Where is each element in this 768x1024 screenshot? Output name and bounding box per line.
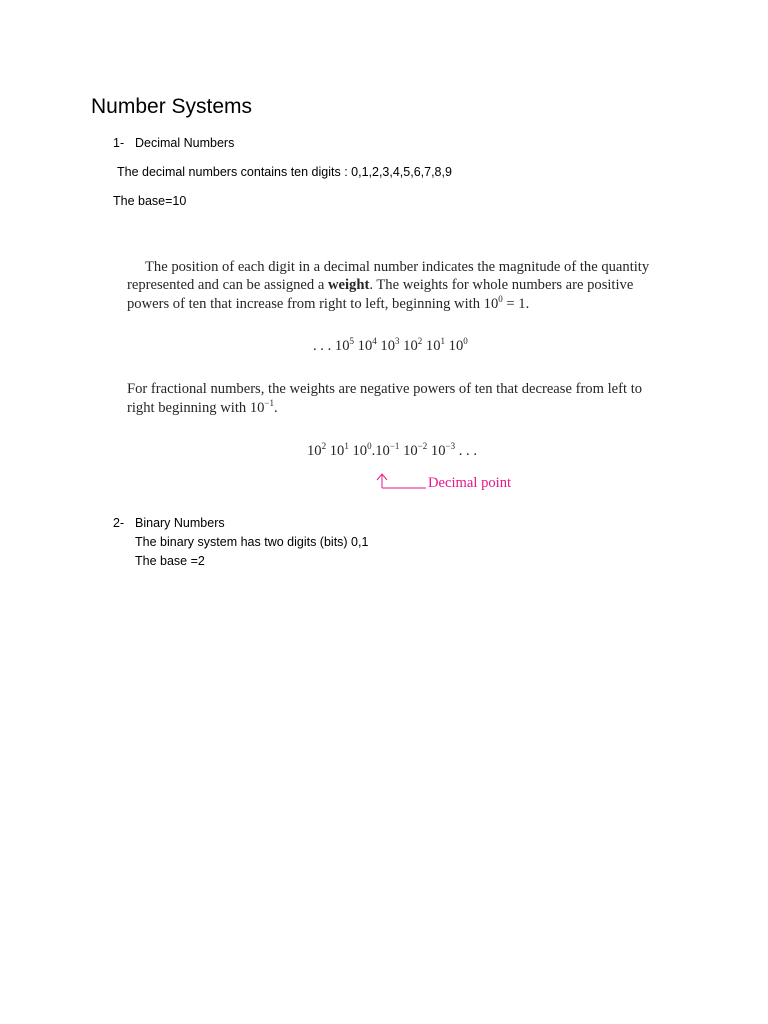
powers-sequence-positive bbox=[313, 337, 468, 355]
decimal-point-arrow-icon bbox=[370, 472, 430, 496]
seq1-term-base: 10 bbox=[403, 338, 418, 354]
seq2-suffix: . . . bbox=[455, 443, 477, 459]
decimal-heading-text: Decimal Numbers bbox=[135, 136, 235, 150]
excerpt-p1-line3 bbox=[127, 295, 529, 313]
weight-term: weight bbox=[327, 277, 370, 293]
decimal-heading bbox=[113, 135, 234, 151]
seq2-term-base: 10 bbox=[403, 443, 418, 459]
excerpt-p1-exp: 0 bbox=[498, 294, 503, 304]
seq2-term-base: 10 bbox=[307, 443, 322, 459]
seq2-term-exp: 1 bbox=[344, 441, 349, 451]
binary-heading bbox=[113, 515, 225, 531]
excerpt-p2-line2-post: . bbox=[274, 400, 278, 416]
excerpt-p1-line3-pre: powers of ten that increase from right to left, beginning with 10 bbox=[127, 296, 499, 312]
excerpt-p1-line2 bbox=[127, 276, 633, 294]
seq2-term-exp: −2 bbox=[417, 441, 428, 451]
decimal-point-label: Decimal point bbox=[428, 475, 512, 491]
seq2-term-exp: −1 bbox=[389, 441, 400, 451]
powers-sequence-fractional bbox=[307, 442, 477, 460]
excerpt-p1-line2-post: . The weights for whole numbers are positive bbox=[369, 277, 634, 293]
decimal-base-line: The base=10 bbox=[113, 194, 187, 208]
excerpt-p2-line2-pre: right beginning with 10 bbox=[127, 400, 265, 416]
seq2-term-base: 10 bbox=[375, 443, 390, 459]
decimal-digits-line: The decimal numbers contains ten digits : 0,1,2,3,4,5,6,7,8,9 bbox=[117, 165, 452, 179]
decimal-number: 1- bbox=[113, 136, 125, 150]
excerpt-p1-line1: The position of each digit in a decimal number indicates the magnitude of the quantity bbox=[145, 259, 650, 275]
seq1-term-exp: 0 bbox=[463, 336, 468, 346]
excerpt-p1-line3-post: = 1. bbox=[502, 296, 530, 312]
seq1-term-exp: 5 bbox=[349, 336, 354, 346]
seq1-term-base: 10 bbox=[448, 338, 464, 354]
page-title: Number Systems bbox=[91, 95, 253, 118]
decimal-point-mark: . bbox=[371, 443, 376, 459]
seq2-term-base: 10 bbox=[329, 443, 345, 459]
excerpt-p2-exp: −1 bbox=[264, 398, 274, 408]
excerpt-p1-line2-pre: represented and can be assigned a bbox=[127, 277, 328, 293]
seq1-term-base: 10 bbox=[380, 338, 395, 354]
seq1-term-exp: 3 bbox=[394, 336, 400, 346]
excerpt-p2-line1: For fractional numbers, the weights are negative powers of ten that decrease from left to bbox=[127, 381, 643, 397]
excerpt-p2-line2 bbox=[127, 399, 278, 417]
seq2-term-exp: 0 bbox=[367, 441, 372, 451]
seq2-term-exp: 2 bbox=[321, 441, 327, 451]
seq1-prefix: . . . bbox=[313, 338, 335, 354]
binary-base-line: The base =2 bbox=[135, 554, 205, 568]
seq1-term-exp: 1 bbox=[440, 336, 445, 346]
seq1-term-base: 10 bbox=[425, 338, 441, 354]
binary-number: 2- bbox=[113, 516, 125, 530]
seq1-term-base: 10 bbox=[357, 338, 373, 354]
seq1-term-base: 10 bbox=[334, 338, 350, 354]
seq1-term-exp: 4 bbox=[372, 336, 377, 346]
seq2-term-exp: −3 bbox=[445, 441, 456, 451]
binary-heading-text: Binary Numbers bbox=[135, 516, 225, 530]
seq2-term-base: 10 bbox=[430, 443, 446, 459]
binary-digits-line: The binary system has two digits (bits) 0,1 bbox=[135, 535, 369, 549]
seq2-term-base: 10 bbox=[352, 443, 368, 459]
seq1-term-exp: 2 bbox=[417, 336, 423, 346]
